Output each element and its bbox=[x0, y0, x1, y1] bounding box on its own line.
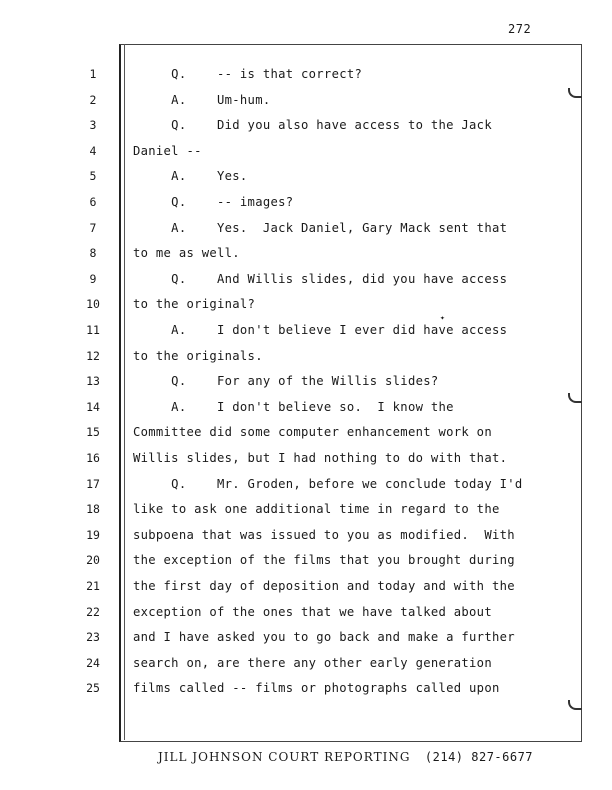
line-number: 6 bbox=[89, 195, 97, 209]
line-text: A. Um-hum. bbox=[133, 93, 271, 107]
line-number: 3 bbox=[89, 118, 97, 132]
line-number: 8 bbox=[89, 246, 97, 260]
line-number: 9 bbox=[89, 272, 97, 286]
line-text: Q. -- images? bbox=[133, 195, 294, 209]
footer-phone: (214) 827-6677 bbox=[424, 750, 534, 764]
footer-company: JILL JOHNSON COURT REPORTING bbox=[158, 750, 411, 764]
line-number: 23 bbox=[86, 630, 100, 644]
line-number: 14 bbox=[86, 400, 100, 414]
line-text: Q. And Willis slides, did you have access bbox=[133, 272, 508, 286]
line-text: exception of the ones that we have talked about bbox=[133, 605, 492, 619]
line-text: Q. -- is that correct? bbox=[133, 67, 363, 81]
line-number: 11 bbox=[86, 323, 100, 337]
line-text: and I have asked you to go back and make a further bbox=[133, 630, 515, 644]
line-number: 21 bbox=[86, 579, 100, 593]
line-text: Committee did some computer enhancement work on bbox=[133, 425, 492, 439]
page-footer bbox=[158, 750, 533, 764]
page-number: 272 bbox=[508, 22, 532, 36]
line-text: A. I don't believe I ever did have access bbox=[133, 323, 508, 337]
line-text: the first day of deposition and today and with the bbox=[133, 579, 515, 593]
margin-rule bbox=[124, 44, 125, 740]
line-number: 19 bbox=[86, 528, 100, 542]
line-number: 13 bbox=[86, 374, 100, 388]
line-number: 18 bbox=[86, 502, 100, 516]
line-text: like to ask one additional time in regard to the bbox=[133, 502, 500, 516]
line-text: to the originals. bbox=[133, 349, 263, 363]
line-text: Q. Mr. Groden, before we conclude today I'd bbox=[133, 477, 523, 491]
line-number: 15 bbox=[86, 425, 100, 439]
line-text: A. Yes. bbox=[133, 169, 248, 183]
line-text: the exception of the films that you brought during bbox=[133, 553, 515, 567]
line-number: 10 bbox=[86, 297, 100, 311]
line-text: Willis slides, but I had nothing to do with that. bbox=[133, 451, 508, 465]
line-text: to me as well. bbox=[133, 246, 240, 260]
line-number: 16 bbox=[86, 451, 100, 465]
line-number: 1 bbox=[89, 67, 97, 81]
line-text: A. Yes. Jack Daniel, Gary Mack sent that bbox=[133, 221, 508, 235]
line-text: Q. For any of the Willis slides? bbox=[133, 374, 439, 388]
line-number: 5 bbox=[89, 169, 97, 183]
line-number: 4 bbox=[89, 144, 97, 158]
line-text: search on, are there any other early generation bbox=[133, 656, 492, 670]
line-text: to the original? bbox=[133, 297, 256, 311]
line-text: Q. Did you also have access to the Jack bbox=[133, 118, 492, 132]
line-number: 22 bbox=[86, 605, 100, 619]
line-number: 2 bbox=[89, 93, 97, 107]
line-number: 12 bbox=[86, 349, 100, 363]
line-number: 25 bbox=[86, 681, 100, 695]
line-number: 7 bbox=[89, 221, 97, 235]
line-text: Daniel -- bbox=[133, 144, 202, 158]
line-text: A. I don't believe so. I know the bbox=[133, 400, 454, 414]
line-number: 24 bbox=[86, 656, 100, 670]
line-number: 20 bbox=[86, 553, 100, 567]
stray-mark: ✦ bbox=[440, 313, 445, 322]
line-text: films called -- films or photographs called upon bbox=[133, 681, 500, 695]
line-number: 17 bbox=[86, 477, 100, 491]
line-text: subpoena that was issued to you as modified. With bbox=[133, 528, 515, 542]
